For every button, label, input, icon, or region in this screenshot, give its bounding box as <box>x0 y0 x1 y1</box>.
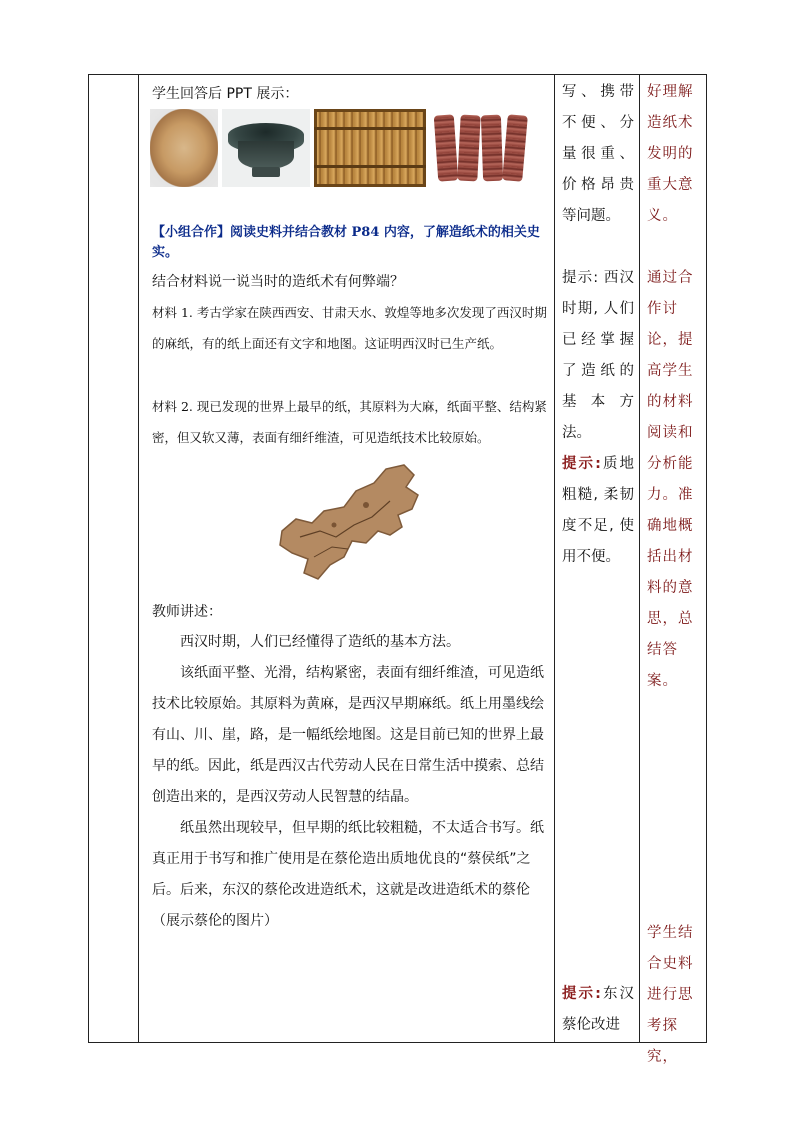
lesson-plan-table <box>88 74 707 1065</box>
bamboo-slips-image <box>314 109 426 187</box>
discussion-question: 结合材料说一说当时的造纸术有何弊端？ <box>152 274 404 290</box>
narration-paragraph: 该纸面平整、光滑，结构紧密，表面有细纤维渣，可见造纸技术比较原始。其原料为黄麻，是西汉早期麻纸。纸上用墨线绘有山、川、崖，路，是一幅纸绘地图。这是目前已知的世界上最早的纸。因此，纸是西汉古代劳动人民在日常生活中摸索、总结创造出来的，是西汉劳动人民智慧的结晶。 <box>152 665 544 805</box>
intent-text-1: 好理解造纸术发明的重大意义。 <box>647 84 694 224</box>
student-answer-1: 写、携带不便、分量很重、价格昂贵等问题。 <box>562 84 634 224</box>
bronze-vessel-image <box>222 109 310 187</box>
ancient-paper-map-image <box>274 461 422 585</box>
teacher-narration-label: 教师讲述： <box>152 604 222 620</box>
student-answer-4: 提示:东汉蔡伦改进 <box>562 986 634 1033</box>
hint-label: 提示: <box>562 456 601 472</box>
hint-label: 提示: <box>562 986 601 1002</box>
material-2: 材料 2. 现已发现的世界上最早的纸，其原料为大麻，纸面平整、结构紧密，但又软又薄，表面有细纤维渣，可见造纸技术比较原始。 <box>152 399 547 445</box>
intro-text: 学生回答后 PPT 展示： <box>152 86 299 102</box>
student-answer-2: 提示: 西汉时期, 人们已经掌握了造纸的基本方法。 <box>562 270 634 441</box>
narration-paragraph: 西汉时期，人们已经懂得了造纸的基本方法。 <box>180 634 460 650</box>
group-task-title: 【小组合作】阅读史料并结合教材 P84 内容，了解造纸术的相关史实。 <box>152 225 540 260</box>
column-divider <box>138 75 139 1042</box>
design-intent-column <box>640 75 707 1065</box>
intent-text-2: 通过合作讨论，提高学生的材料阅读和分析能力。准确地概括出材料的意思，总结答案。 <box>647 270 694 689</box>
student-activity-column <box>555 75 639 1042</box>
teaching-process-column <box>146 75 554 1042</box>
oracle-bone-image <box>150 109 218 187</box>
student-answer-3: 提示:质地粗糙, 柔韧度不足, 使用不便。 <box>562 456 634 565</box>
narration-paragraph: 纸虽然出现较早，但早期的纸比较粗糙，不太适合书写。纸真正用于书写和推广使用是在蔡伦造出质地优良的“蔡侯纸”之后。 <box>152 820 544 898</box>
intent-text-3: 学生结合史料进行思考探究， <box>647 925 694 1065</box>
material-1: 材料 1. 考古学家在陕西西安、甘肃天水、敦煌等地多次发现了西汉时期的麻纸，有的纸上面还有文字和地图。这证明西汉时已生产纸。 <box>152 305 547 351</box>
artifact-image-row <box>150 109 545 187</box>
narration-paragraph: 后来，东汉的蔡伦改进造纸术，这就是改进造纸术的蔡伦（展示蔡伦的图片） <box>152 882 530 929</box>
silk-manuscript-image <box>432 109 544 187</box>
